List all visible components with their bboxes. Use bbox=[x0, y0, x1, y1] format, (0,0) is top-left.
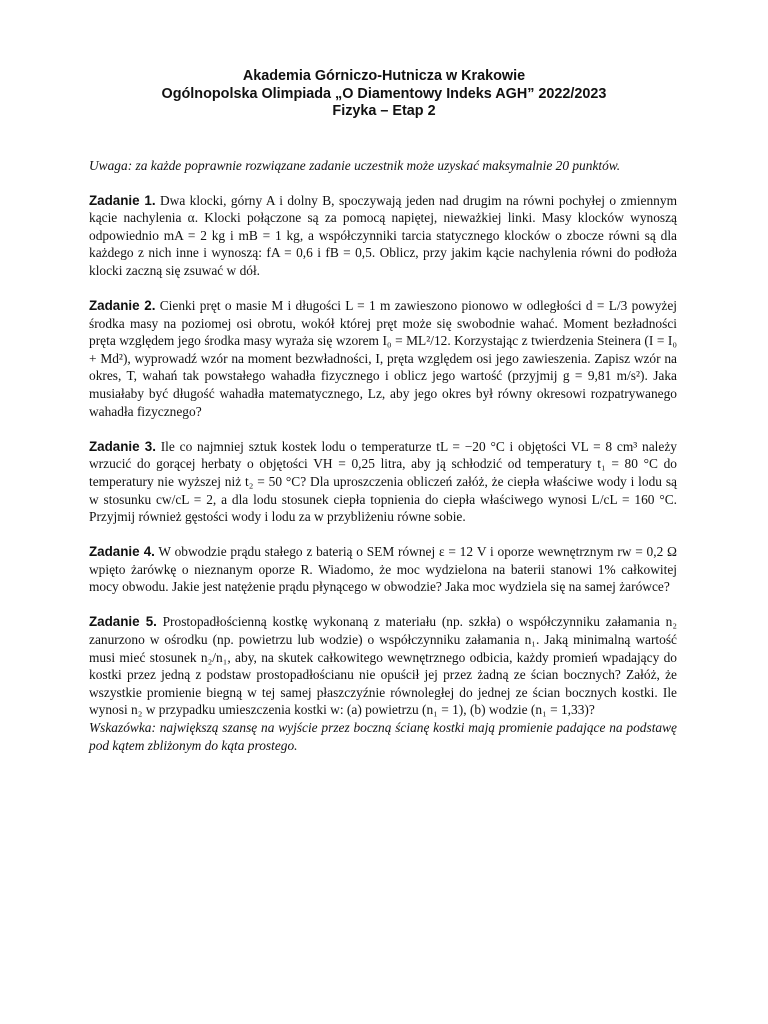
task-5-hint: Wskazówka: największą szansę na wyjście przez boczną ścianę kostki mają promienie padające na podstawę pod kątem zbliżonym do kąta prostego. bbox=[89, 720, 677, 753]
document-body bbox=[89, 157, 677, 754]
task-5 bbox=[89, 613, 677, 719]
olympiad-title: Ogólnopolska Olimpiada „O Diamentowy Indeks AGH” 2022/2023 bbox=[161, 85, 607, 102]
task-5-label: Zadanie 5. bbox=[89, 614, 157, 630]
task-4-text: W obwodzie prądu stałego z baterią o SEM równej ε = 12 V i oporze wewnętrznym rw = 0,2 Ω wpięto żarówkę o nieznanym oporze R. Wiadomo, że moc wydzielona na baterii stanowi 1% całkowitej mocy obwodu. Jakie jest natężenie prądu płynącego w obwodzie? Jaka moc wydziela się na samej żarówce? bbox=[89, 544, 677, 595]
task-3-label: Zadanie 3. bbox=[89, 438, 156, 454]
task-1-text: Dwa klocki, górny A i dolny B, spoczywają jeden nad drugim na równi pochyłej o zmiennym kącie nachylenia α. Klocki połączone są za pomocą napiętej, nieważkiej linki. Masy klocków wynoszą odpowiednio mA = 2 kg i mB = 1 kg, a współczynniki tarcia statycznego klocków o zbocze równi są dla każdego z nich inne i wynoszą: fA = 0,6 i fB = 0,5. Oblicz, przy jakim kącie nachylenia równi do podłoża klocki zaczną się zsuwać w dół. bbox=[89, 192, 677, 278]
task-1 bbox=[89, 192, 677, 280]
task-3 bbox=[89, 438, 677, 526]
task-1-label: Zadanie 1. bbox=[89, 192, 156, 208]
task-2 bbox=[89, 297, 677, 420]
stage-title: Fizyka – Etap 2 bbox=[332, 103, 436, 119]
task-2-text: Cienki pręt o masie M i długości L = 1 m zawieszono pionowo w odległości d = L/3 powyżej środka masy na poziomej osi obrotu, wokół której pręt może się swobodnie wahać. Moment bezładności pręta względem jego środka masy wyraża się wzorem I₀ = ML²/12. Korzystając z twierdzenia Steinera (I = I₀ + Md²), wyprowadź wzór na moment bezwładności, I, pręta względem osi jego zawieszenia. Zapisz wzór na okres, T, wahań tak powstałego wahadła fizycznego i oblicz jego wartość (przyjmij g = 9,81 m/s²). Jaka musiałaby być długość wahadła matematycznego, Lz, aby jego okres był równy okresowi rozpatrywanego wahadła fizycznego? bbox=[89, 298, 677, 419]
scoring-note: Uwaga: za każde poprawnie rozwiązane zadanie uczestnik może uzyskać maksymalnie 20 punktów. bbox=[89, 158, 621, 173]
document-header bbox=[0, 68, 768, 121]
task-4 bbox=[89, 543, 677, 596]
task-2-label: Zadanie 2. bbox=[89, 298, 156, 314]
task-3-text: Ile co najmniej sztuk kostek lodu o temperaturze tL = −20 °C i objętości VL = 8 cm³ należy wrzucić do gorącej herbaty o objętości VH = 0,25 litra, aby ją schłodzić od temperatury t₁ = 80 °C do temperatury nie wyższej niż t₂ = 50 °C? Dla uproszczenia obliczeń załóż, że ciepła właściwe wody i lodu są w stosunku cw/cL = 2, a dla lodu stosunek ciepła topnienia do ciepła właściwego wynosi L/cL = 160 °C. Przyjmij również gęstości wody i lodu za w przybliżeniu równe sobie. bbox=[89, 438, 677, 525]
institution-name: Akademia Górniczo-Hutnicza w Krakowie bbox=[242, 68, 526, 84]
task-5-text: Prostopadłościenną kostkę wykonaną z materiału (np. szkła) o współczynniku załamania n₂ zanurzono w ośrodku (np. powietrzu lub wodzie) o współczynniku załamania n₁. Jaką minimalną wartość musi mieć stosunek n₂/n₁, aby, na skutek całkowitego wewnętrznego odbicia, każdy promień wpadający do kostki przez jedną z podstaw prostopadłościanu nie opuścił jej przez żadną ze ścian bocznych? Załóż, że wszystkie promienie biegną w tej samej płaszczyźnie równoległej do jednej ze ścian bocznych kostki. Ile wynosi n₂ w przypadku umieszczenia kostki w: (a) powietrzu (n₁ = 1), (b) wodzie (n₁ = 1,33)? bbox=[89, 614, 677, 718]
task-4-label: Zadanie 4. bbox=[89, 544, 155, 560]
